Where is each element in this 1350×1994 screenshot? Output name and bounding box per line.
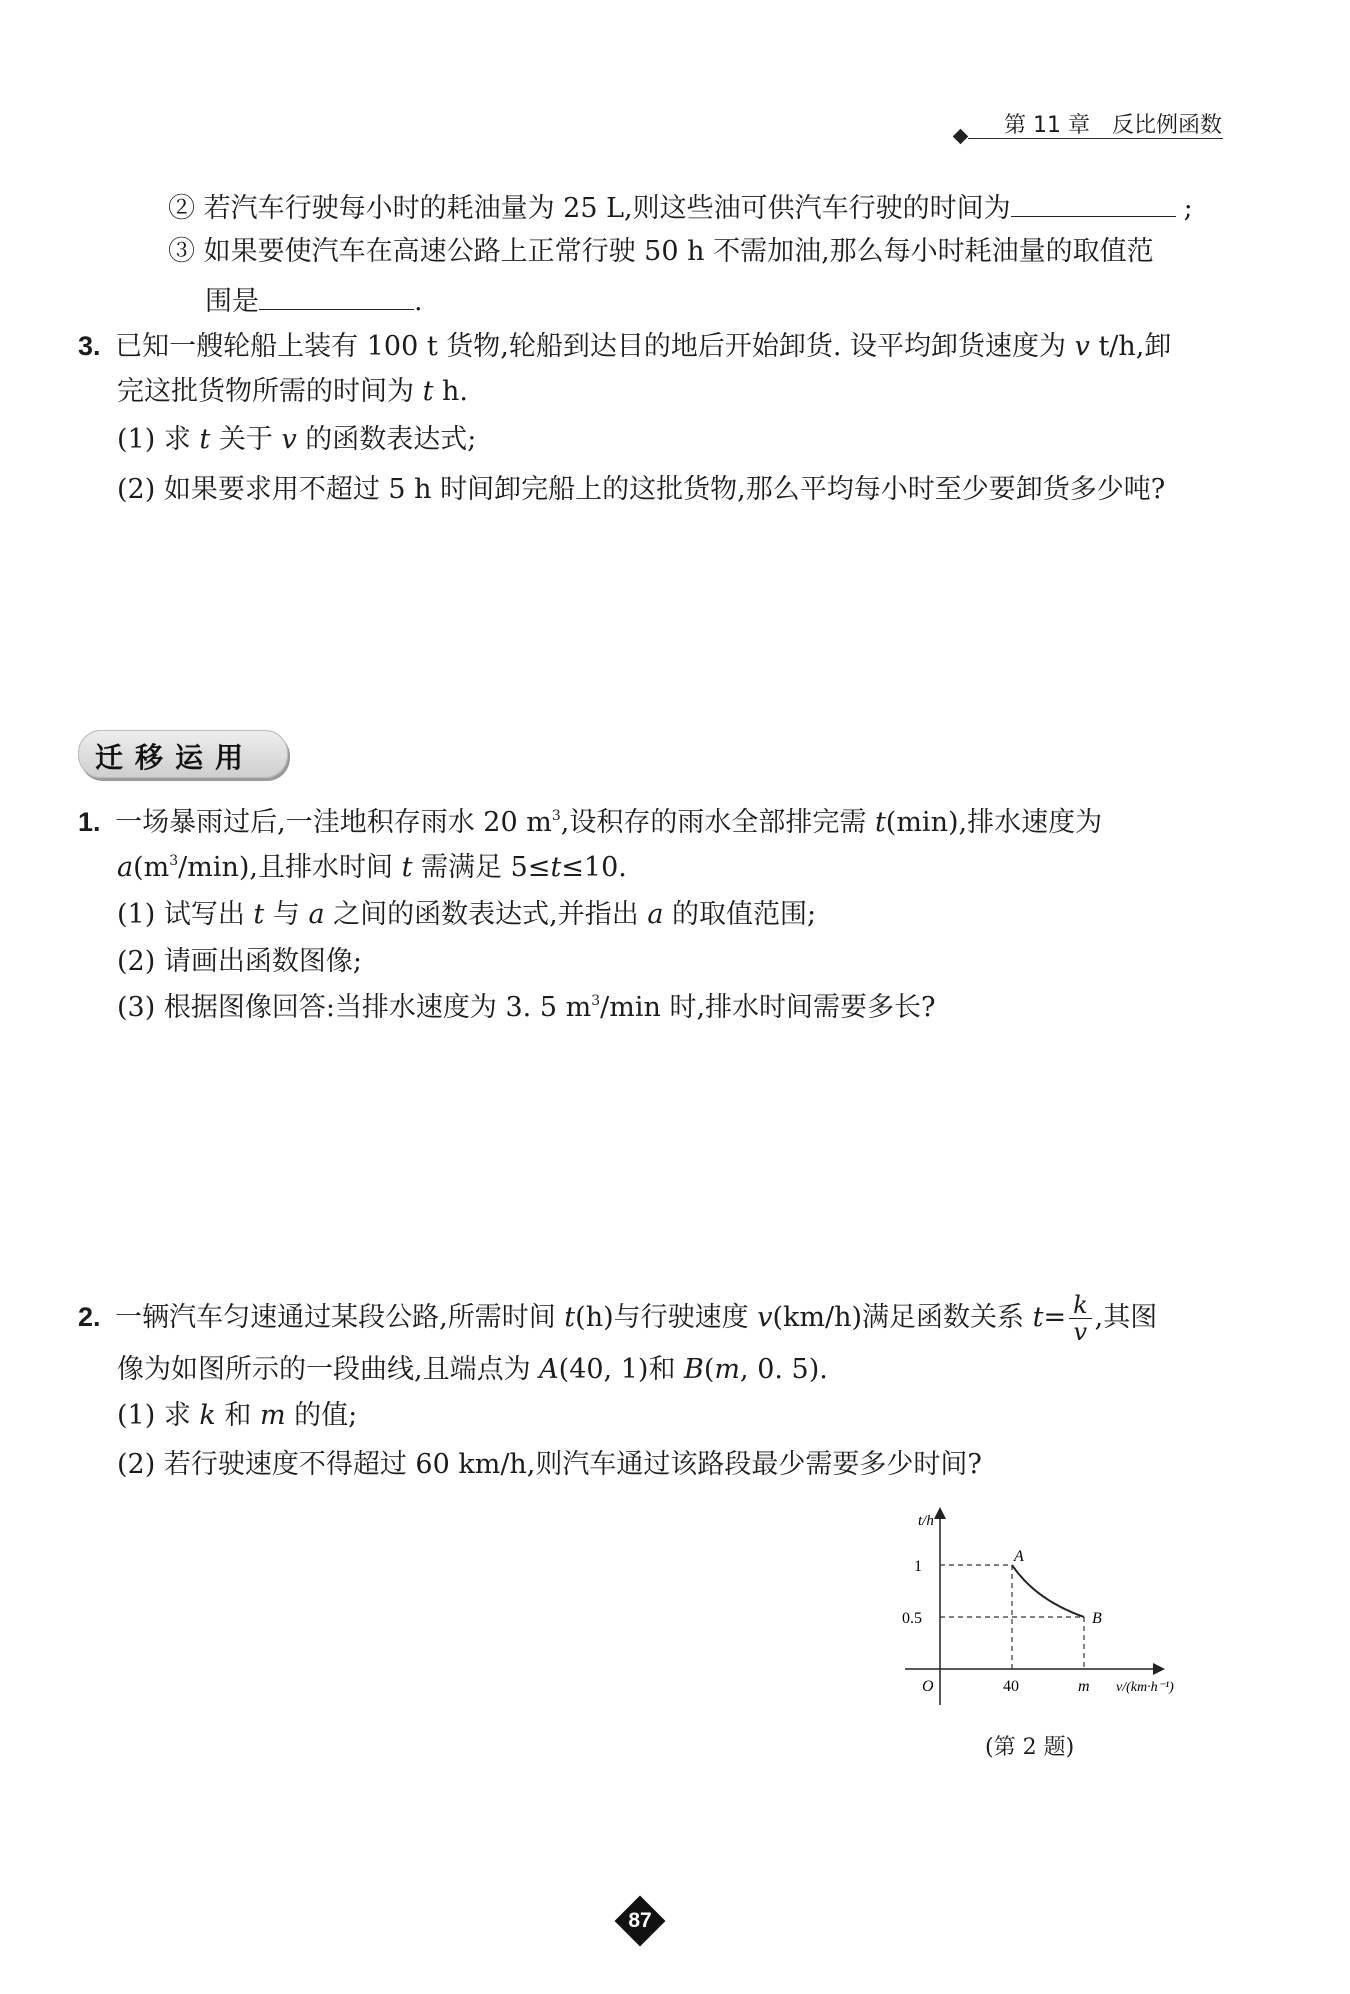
t2-line-1: 2. 一辆汽车匀速通过某段公路,所需时间 t(h)与行驶速度 v(km/h)满足函数关系 t= $\frac{k}{v}$ ,其图 — [78, 1291, 1158, 1346]
y-tick-1: 1 — [914, 1558, 922, 1575]
running-header — [1004, 108, 1222, 139]
point-label-a: A — [1014, 1548, 1024, 1565]
q2-item-2: ② 若汽车行驶每小时的耗油量为 25 L,则这些油可供汽车行驶的时间为 ; — [168, 190, 1193, 227]
header-diamond-icon — [953, 129, 969, 145]
t1-part-1: (1) 试写出 t 与 a 之间的函数表达式,并指出 a 的取值范围; — [117, 899, 817, 930]
t1-line-2: $a(m^3/\min)$,且排水时间 t 需满足 5≤t≤10. — [117, 852, 627, 883]
q3-line-2: 完这批货物所需的时间为 t h. — [117, 376, 469, 407]
question-number: 3. — [78, 331, 101, 361]
q3-line-1: 3. 已知一艘轮船上装有 100 t 货物,轮船到达目的地后开始卸货. 设平均卸货速度为 v t/h,卸 — [78, 331, 1172, 362]
t2-line-2: 像为如图所示的一段曲线,且端点为 A(40, 1)和 B(m, 0. 5). — [117, 1354, 828, 1385]
x-tick-40: 40 — [1003, 1678, 1019, 1695]
answer-blank — [1011, 190, 1176, 217]
origin-label: O — [922, 1678, 934, 1695]
x-tick-m: m — [1078, 1678, 1090, 1695]
t1-line-1: 1. 一场暴雨过后,一洼地积存雨水 20 $m^3$,设积存的雨水全部排完需 t(min),排水速度为 — [78, 807, 1103, 838]
q3-part-1: (1) 求 t 关于 v 的函数表达式; — [117, 424, 477, 455]
question-number: 1. — [78, 807, 101, 837]
q2-item-3: ③ 如果要使汽车在高速公路上正常行驶 50 h 不需加油,那么每小时耗油量的取值范 — [168, 236, 1154, 267]
y-axis-label: t/h — [918, 1513, 934, 1529]
t1-part-3: (3) 根据图像回答:当排水速度为 3. 5 $m^3/\min$ 时,排水时间需要多长? — [117, 992, 936, 1023]
x-axis-label: v/(km·h⁻¹) — [1116, 1680, 1174, 1695]
t2-part-2: (2) 若行驶速度不得超过 60 km/h,则汽车通过该路段最少需要多少时间? — [117, 1449, 982, 1480]
q3-part-2: (2) 如果要求用不超过 5 h 时间卸完船上的这批货物,那么平均每小时至少要卸货多少吨? — [117, 474, 1166, 505]
t1-part-2: (2) 请画出函数图像; — [117, 946, 362, 977]
fraction-k-over-v: $\frac{k}{v}$ — [1069, 1292, 1092, 1345]
figure-caption: (第 2 题) — [985, 1735, 1075, 1760]
dashed-guides — [940, 1565, 1084, 1669]
chapter-title: 反比例函数 — [1111, 113, 1222, 138]
t2-part-1: (1) 求 k 和 m 的值; — [117, 1400, 358, 1431]
q2-item-3-cont: 围是 . — [205, 283, 423, 320]
figure-graph — [900, 1505, 1220, 1715]
y-tick-0-5: 0.5 — [902, 1610, 922, 1627]
chapter-label: 第 11 章 — [1004, 113, 1090, 138]
point-label-b: B — [1092, 1610, 1102, 1627]
page-number: 87 — [628, 1909, 652, 1932]
curve-segment — [1012, 1565, 1084, 1617]
header-rule — [968, 138, 1223, 139]
question-number: 2. — [78, 1302, 101, 1332]
section-badge: 迁移运用 — [78, 730, 288, 778]
answer-blank — [259, 283, 414, 310]
